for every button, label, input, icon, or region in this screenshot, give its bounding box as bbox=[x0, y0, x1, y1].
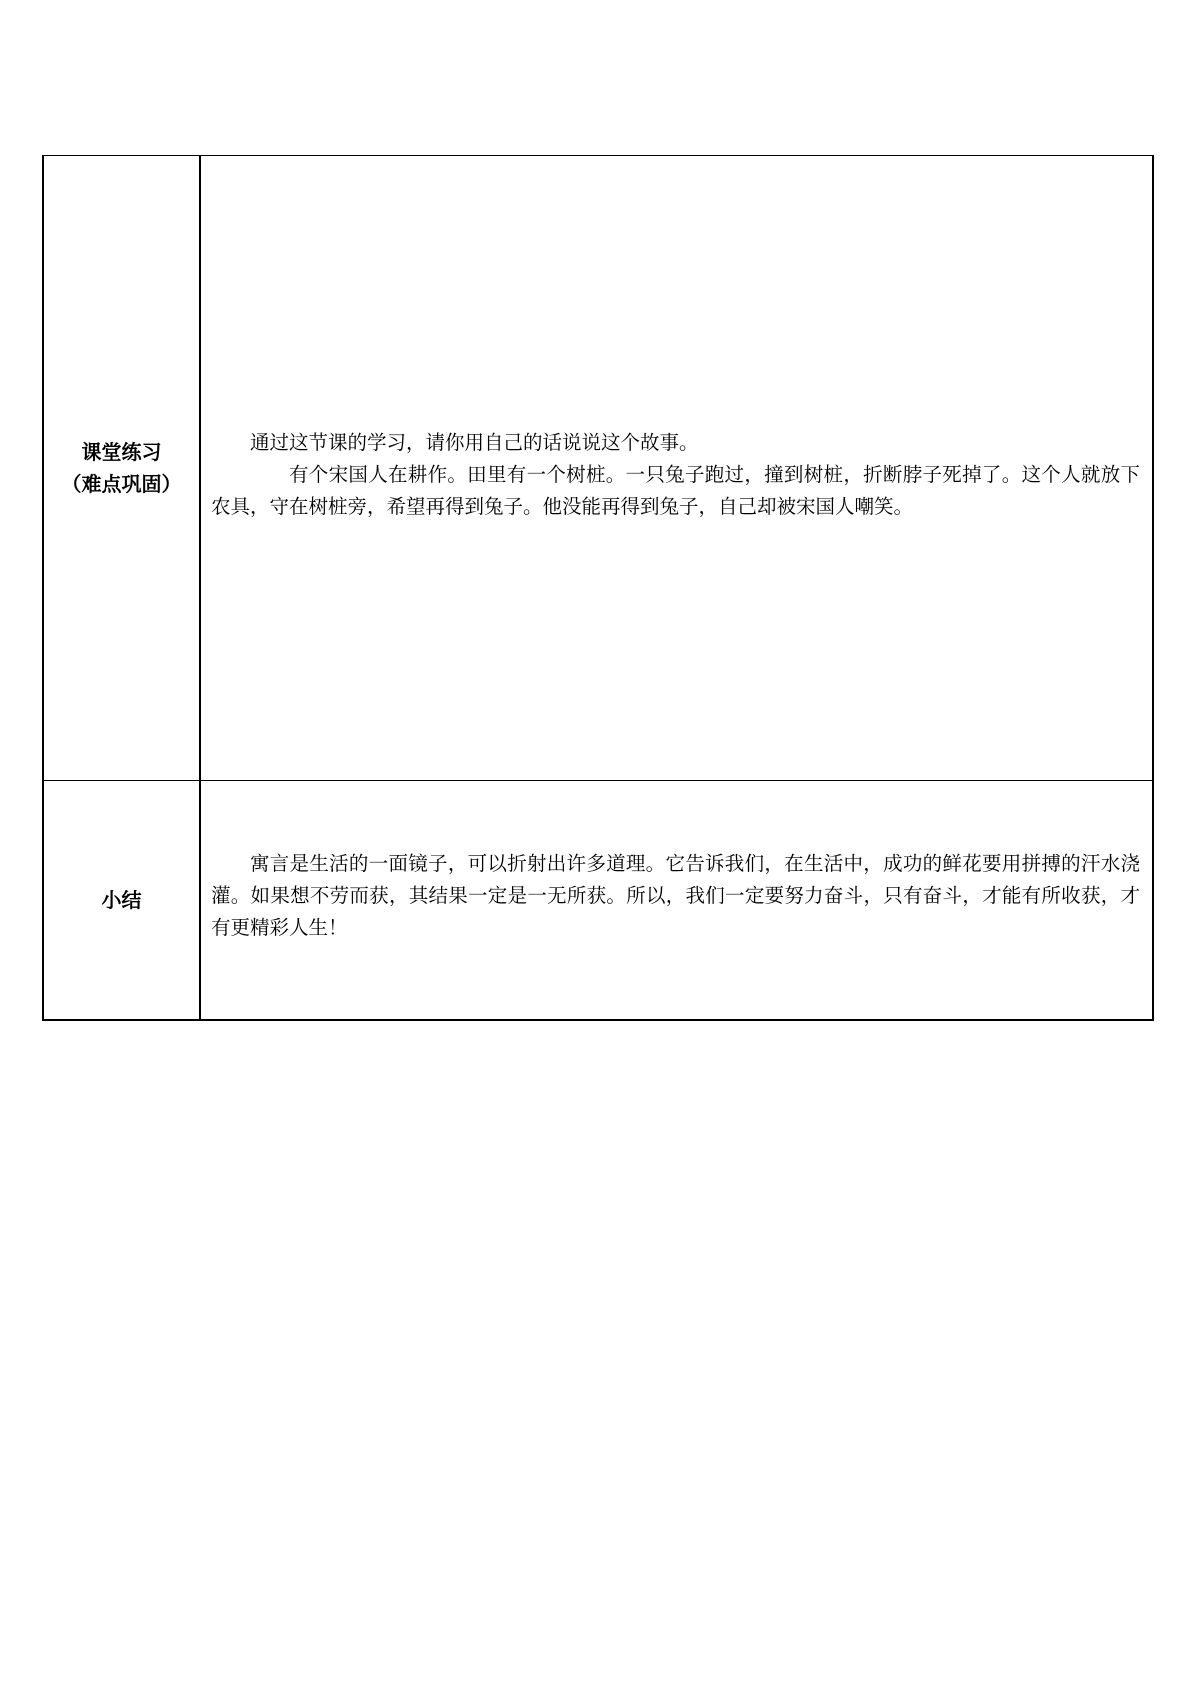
summary-label-cell bbox=[43, 781, 200, 1021]
practice-label-cell bbox=[43, 156, 200, 781]
practice-label-subtitle: （难点巩固） bbox=[61, 472, 182, 496]
summary-label: 小结 bbox=[101, 888, 142, 912]
summary-row bbox=[43, 781, 1153, 1021]
summary-text: 寓言是生活的一面镜子，可以折射出许多道理。它告诉我们，在生活中，成功的鲜花要用拼搏的汗水浇灌。如果想不劳而获，其结果一定是一无所获。所以，我们一定要努力奋斗，只有奋斗，才能有所收获，才有更精彩人生！ bbox=[211, 852, 1140, 939]
practice-content-cell bbox=[200, 156, 1153, 781]
practice-content bbox=[211, 427, 1140, 523]
practice-row bbox=[43, 156, 1153, 781]
practice-label-title: 课堂练习 bbox=[81, 440, 162, 464]
summary-content bbox=[211, 848, 1140, 944]
practice-story: 有个宋国人在耕作。田里有一个树桩。一只兔子跑过，撞到树桩，折断脖子死掉了。这个人就放下农具，守在树桩旁，希望再得到兔子。他没能再得到兔子，自己却被宋国人嘲笑。 bbox=[211, 463, 1140, 518]
summary-content-cell bbox=[200, 781, 1153, 1021]
practice-prompt: 通过这节课的学习，请你用自己的话说说这个故事。 bbox=[250, 431, 699, 454]
lesson-plan-table bbox=[42, 155, 1154, 1021]
